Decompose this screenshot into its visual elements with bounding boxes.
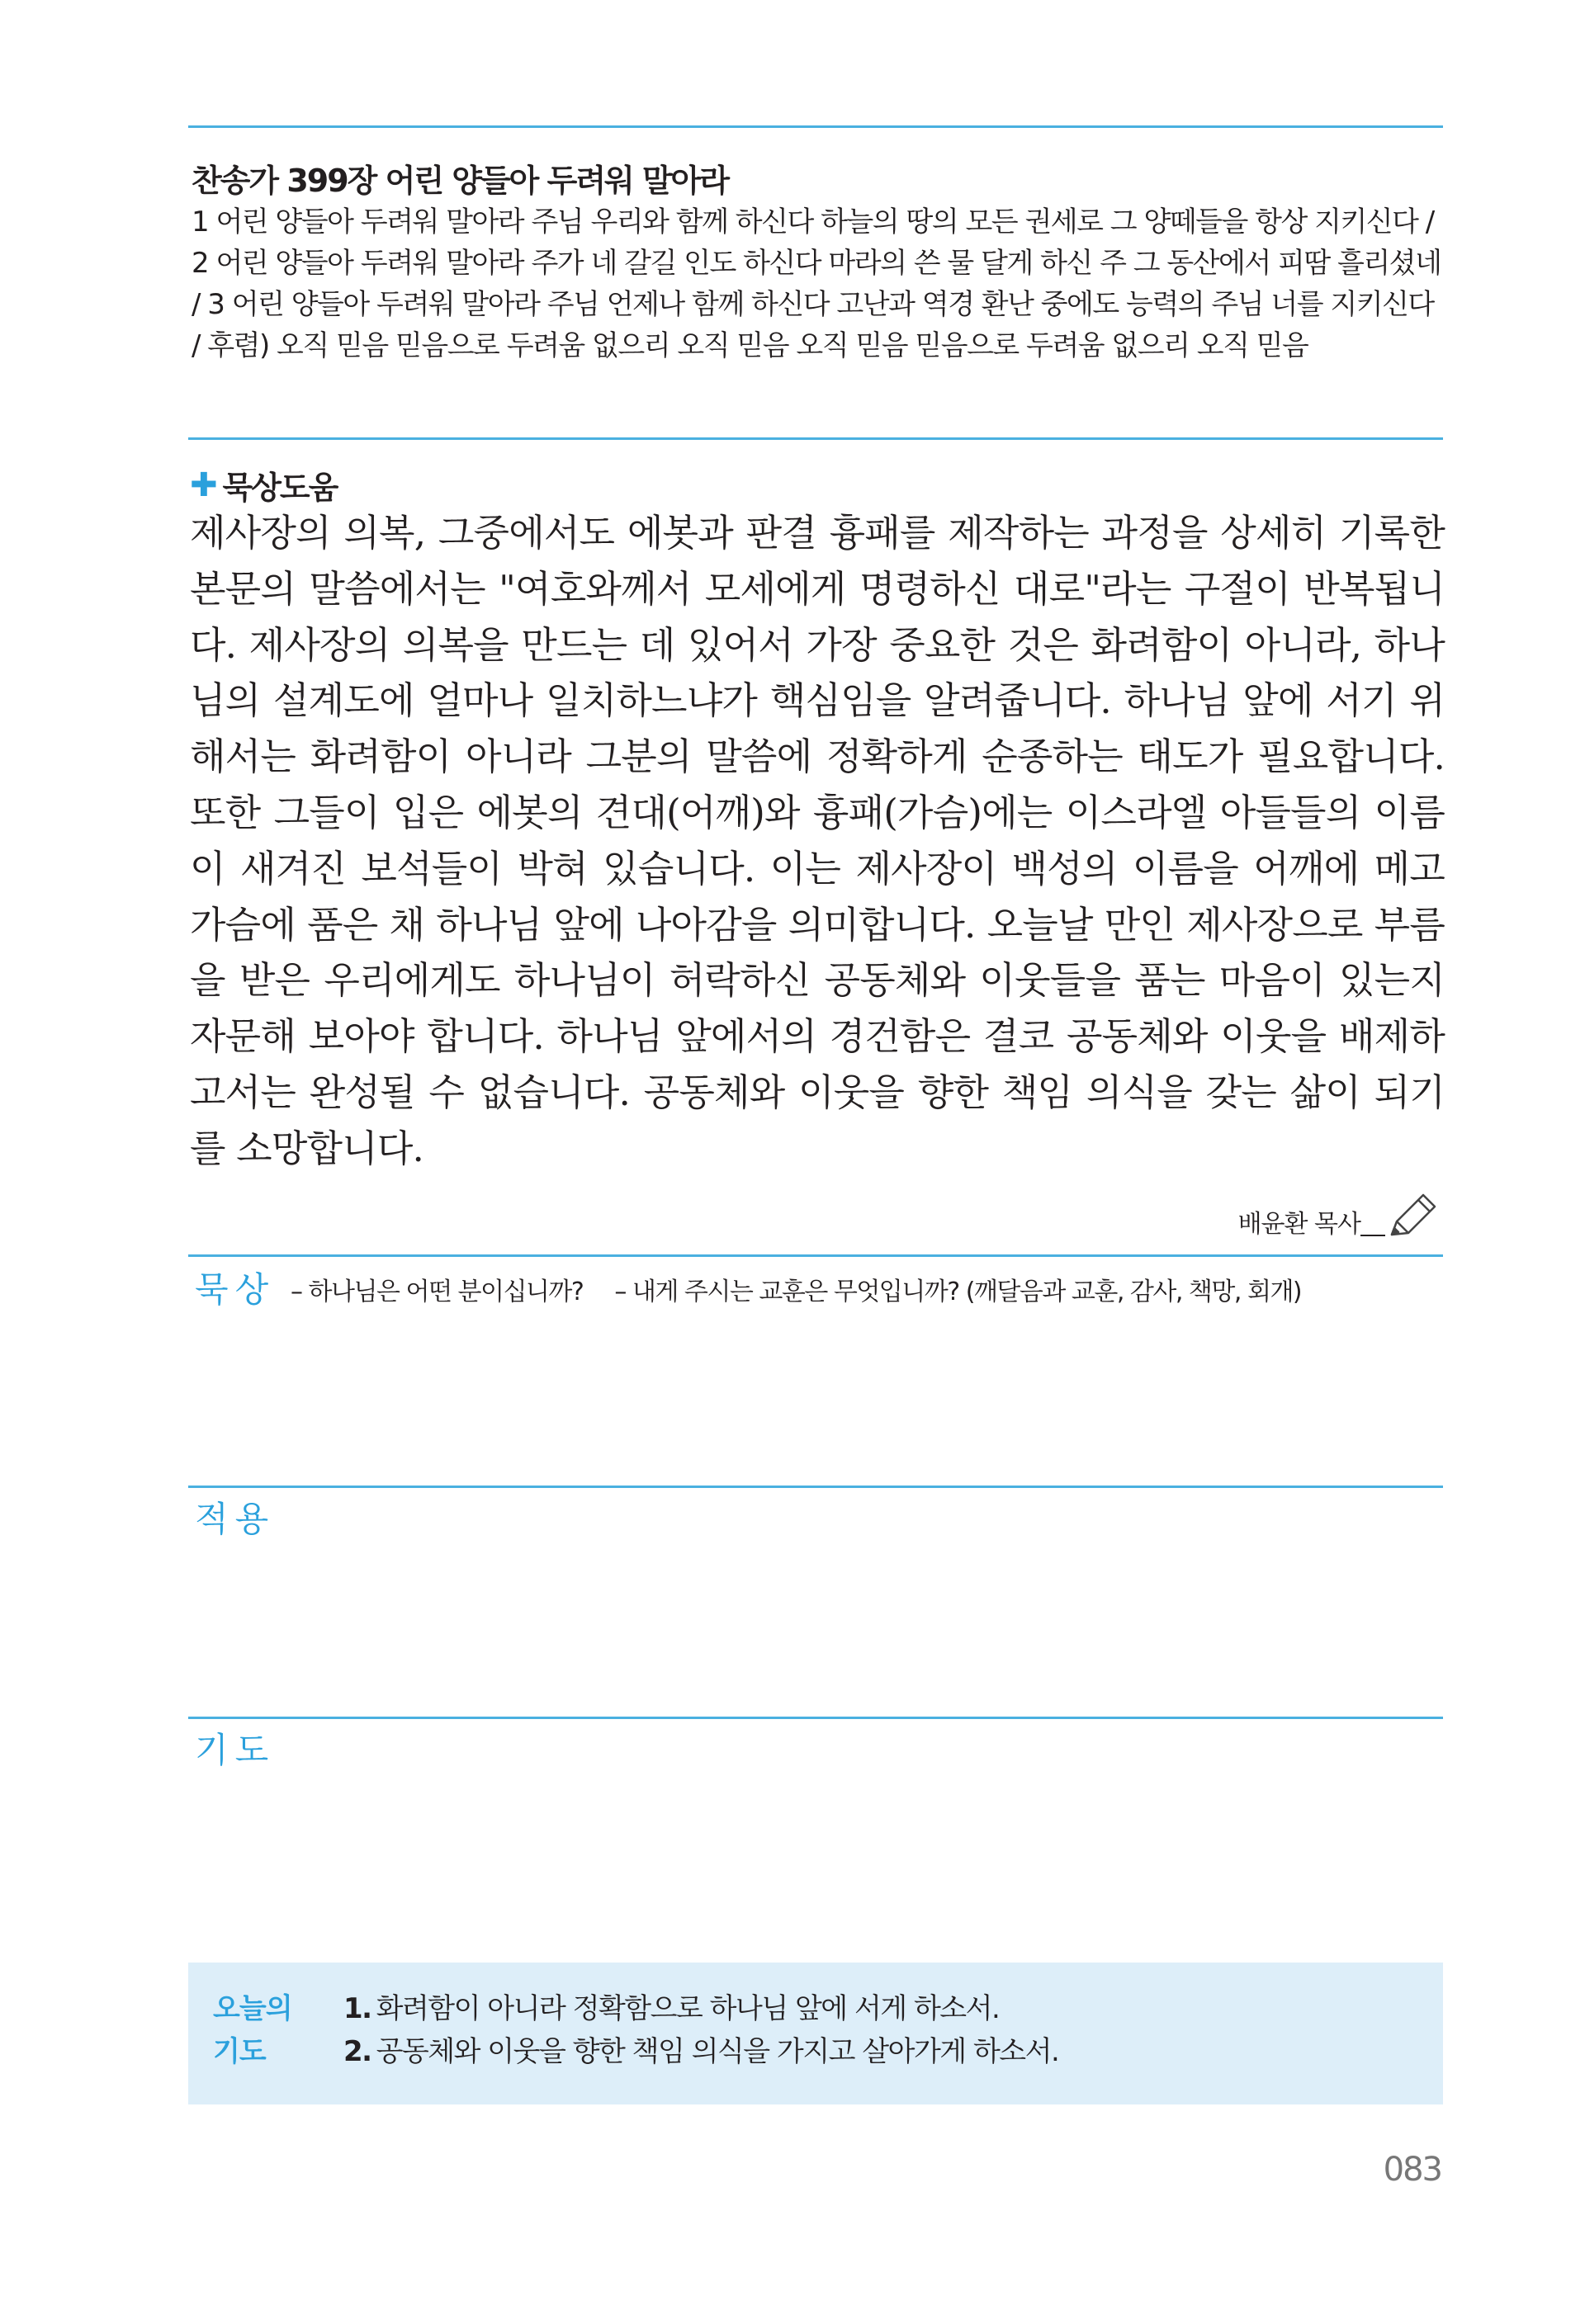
pencil-icon [1387,1190,1441,1240]
application-divider [188,1486,1443,1488]
todays-prayer-label: 오늘의 기도 [213,1992,292,2068]
prayer-label: 기도 [195,1730,276,1770]
todays-prayer-list [343,1987,1058,2073]
reflection-divider [188,1254,1443,1257]
application-label: 적용 [195,1499,276,1539]
prayer-item: 2. 공동체와 이웃을 향한 책임 의식을 가지고 살아가게 하소서. [343,2035,1059,2068]
reflection-label: 묵상 [195,1269,276,1310]
hymn-lyrics: 1 어린 양들아 두려워 말아라 주님 우리와 함께 하신다 하늘의 땅의 모든 권세로 그 양떼들을 항상 지키신다 / 2 어린 양들아 두려워 말아라 주가 네 갈길 인도 하신다 마라의 쓴 물 달게 하신 주 그 동산에서 피땀 흘리셨네 / 3 어린 양들아 두려워 말아라 주님 언제나 함께 하신다 고난과 역경 환난 중에도 능력의 주님 너를 지키신다 / 후렴) 오직 믿음 믿음으로 두려움 없으리 오직 믿음 오직 믿음 믿음으로 두려움 없으리 오직 믿음 [192,205,1441,362]
meditation-body: 제사장의 의복, 그중에서도 에봇과 판결 흉패를 제작하는 과정을 상세히 기록한 본문의 말씀에서는 "여호와께서 모세에게 명령하신 대로"라는 구절이 반복됩니다. 제사장의 의복을 만드는 데 있어서 가장 중요한 것은 화려함이 아니라, 하나님의 설계도에 얼마나 일치하느냐가 핵심임을 알려줍니다. 하나님 앞에 서기 위해서는 화려함이 아니라 그분의 말씀에 정확하게 순종하는 태도가 필요합니다. 또한 그들이 입은 에봇의 견대(어깨)와 흉패(가슴)에는 이스라엘 아들들의 이름이 새겨진 보석들이 박혀 있습니다. 이는 제사장이 백성의 이름을 어깨에 메고 가슴에 품은 채 하나님 앞에 나아감을 의미합니다. 오늘날 만인 제사장으로 부름을 받은 우리에게도 하나님이 허락하신 공동체와 이웃들을 품는 마음이 있는지 자문해 보아야 합니다. 하나님 앞에서의 경건함은 결코 공동체와 이웃을 배제하고서는 완성될 수 없습니다. 공동체와 이웃을 향한 책임 의식을 갖는 삶이 되기를 소망합니다. [190,511,1445,1170]
reflection-question-2: – 내게 주시는 교훈은 무엇입니까? (깨달음과 교훈, 감사, 책망, 회개) [614,1278,1302,1306]
todays-prayer-box [188,1963,1443,2104]
reflection-questions [291,1271,1326,1307]
reflection-question-1: – 하나님은 어떤 분이십니까? [291,1278,584,1306]
prayer-item: 1. 화려함이 아니라 정확함으로 하나님 앞에 서게 하소서. [343,1992,1000,2025]
signature-line [1360,1235,1385,1236]
meditation-help-heading [190,462,337,508]
plus-icon: ✚ [190,465,216,504]
top-divider [188,125,1443,128]
prayer-divider [188,1717,1443,1719]
meditation-help-title: 묵상도움 [222,470,338,506]
hymn-title: 찬송가 399장 어린 양들아 두려워 말아라 [192,163,729,199]
page-number: 083 [1383,2151,1441,2189]
author-name: 배윤환 목사 [1237,1210,1360,1239]
author-signature [1238,1190,1441,1240]
hymn-divider [188,437,1443,440]
